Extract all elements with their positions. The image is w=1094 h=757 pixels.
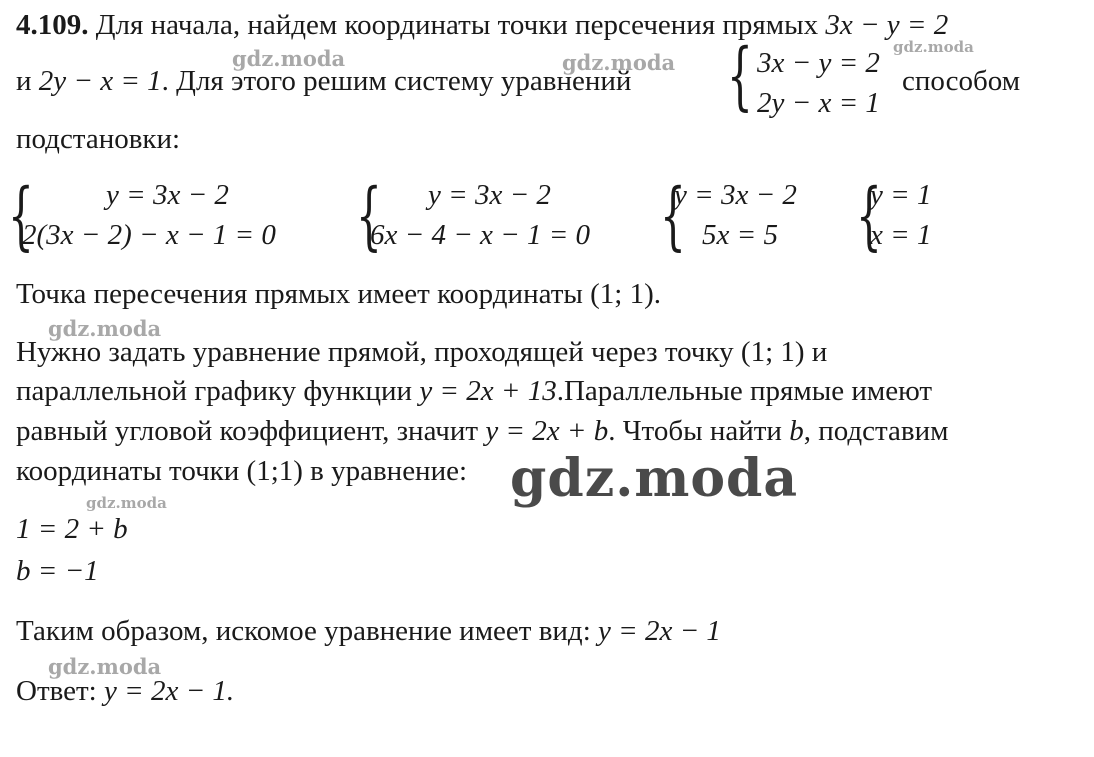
watermark: gdz.moda: [562, 50, 676, 75]
function-equation: y = 2x + 13: [419, 375, 557, 407]
equation-2: 2y − x = 1: [38, 65, 162, 97]
system-4-row-2: x = 1: [870, 219, 932, 251]
system-4: [856, 173, 966, 259]
paragraph-line-2-text: параллельной графику функции: [16, 375, 420, 407]
calc-line-1: 1 = 2 + b: [16, 513, 128, 545]
system-brace: {: [356, 173, 382, 259]
answer: [16, 674, 234, 708]
equation-1: 3x − y = 2: [825, 9, 949, 41]
line2-prefix: и: [16, 65, 39, 97]
system-2-row-2: 6x − 4 − x − 1 = 0: [370, 219, 591, 251]
watermark: gdz.moda: [232, 46, 346, 71]
watermark: gdz.moda: [510, 448, 799, 509]
problem-intro: Для начала, найдем координаты точки персечения прямых: [88, 9, 826, 41]
answer-label: Ответ:: [16, 675, 104, 707]
conclusion: [16, 614, 721, 648]
watermark: gdz.moda: [48, 654, 162, 679]
intersection-text: Точка пересечения прямых имеет координаты (1; 1).: [16, 278, 661, 310]
watermark: gdz.moda: [893, 38, 974, 56]
paragraph-line-3-end: , подставим: [803, 415, 949, 447]
watermark: gdz.moda: [86, 494, 167, 512]
system-1: [8, 173, 338, 259]
watermark: gdz.moda: [48, 316, 162, 341]
system-3: [660, 173, 840, 259]
conclusion-equation: y = 2x − 1: [598, 615, 721, 647]
system-1-row-1: y = 3x − 2: [106, 179, 229, 211]
system-2: [356, 173, 646, 259]
initial-system: [727, 33, 907, 120]
paragraph-line-2-end: .Параллельные прямые имеют: [556, 375, 933, 407]
paragraph-line-2: [16, 374, 932, 408]
answer-equation: y = 2x − 1.: [104, 675, 235, 707]
system-3-row-1: y = 3x − 2: [674, 179, 797, 211]
problem-line-3: подстановки:: [16, 123, 181, 155]
paragraph-line-3-mid: . Чтобы найти: [608, 415, 790, 447]
problem-line-1: [16, 8, 948, 42]
problem-line-2: [16, 64, 631, 98]
paragraph-line-3: [16, 414, 948, 448]
initial-system-row-2: 2y − x = 1: [757, 87, 880, 119]
system-brace: {: [856, 173, 882, 259]
initial-system-row-1: 3x − y = 2: [757, 47, 880, 79]
system-brace: {: [727, 33, 753, 119]
paragraph-line-3-text: равный угловой коэффициент, значит: [16, 415, 486, 447]
system-2-row-1: y = 3x − 2: [428, 179, 551, 211]
conclusion-text: Таким образом, искомое уравнение имеет вид:: [16, 615, 598, 647]
system-brace: {: [660, 173, 686, 259]
paragraph-line-1: Нужно задать уравнение прямой, проходящей через точку (1; 1) и: [16, 336, 828, 368]
paragraph-line-4: координаты точки (1;1) в уравнение:: [16, 455, 468, 487]
calc-line-2: b = −1: [16, 555, 99, 587]
system-1-row-2: 2(3x − 2) − x − 1 = 0: [22, 219, 276, 251]
line2-suffix: способом: [902, 65, 1021, 97]
line2-middle: . Для этого решим систему уравнений: [161, 65, 632, 97]
system-3-row-2: 5x = 5: [702, 219, 778, 251]
problem-number: 4.109.: [16, 9, 89, 41]
system-brace: {: [8, 173, 34, 259]
variable-b: b: [789, 415, 804, 447]
line-equation: y = 2x + b: [485, 415, 609, 447]
system-4-row-1: y = 1: [870, 179, 932, 211]
